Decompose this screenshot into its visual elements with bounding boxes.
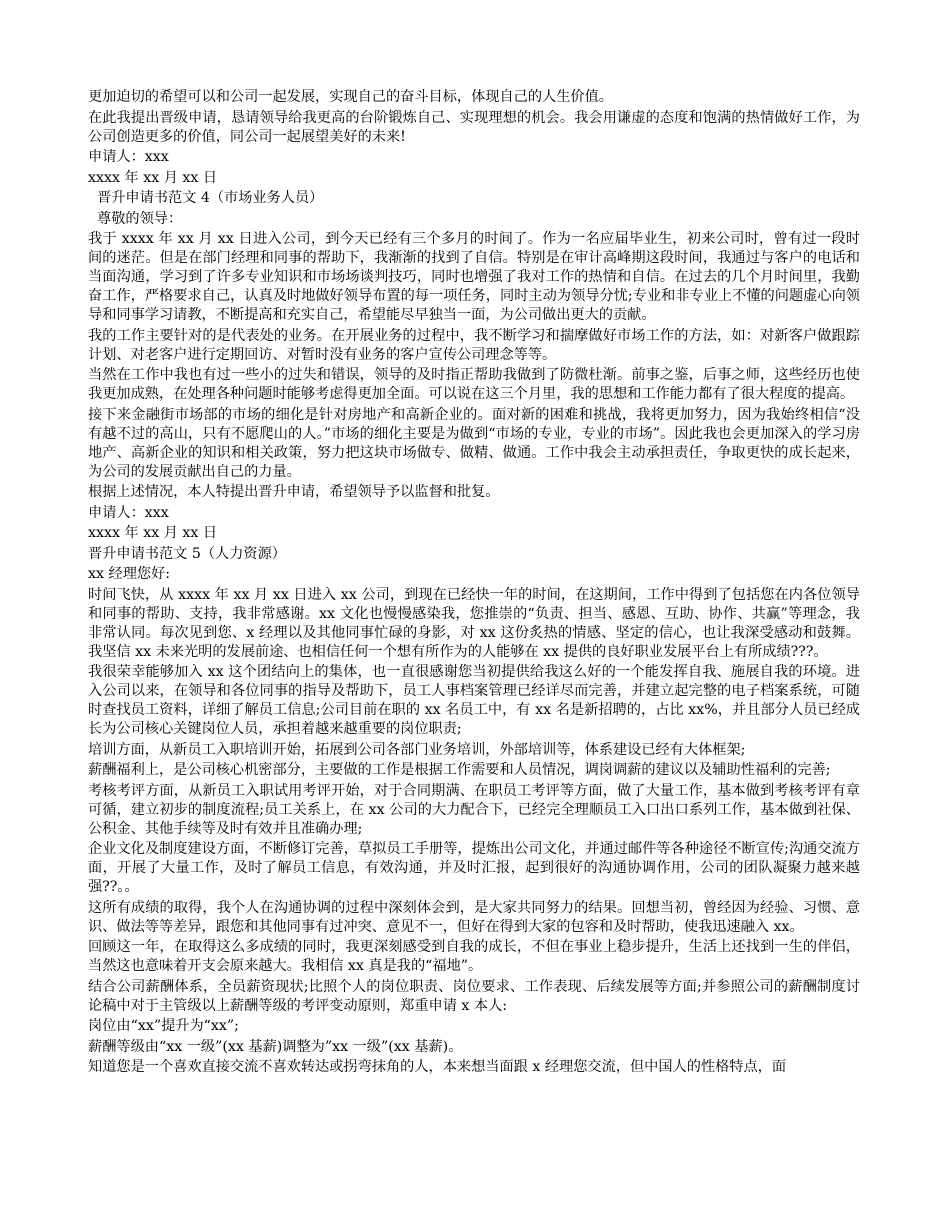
applicant-line: 申请人：xxx xyxy=(88,504,169,521)
paragraph-body: 回顾这一年，在取得这么多成绩的同时，我更深刻感受到自我的成长，不但在事业上稳步提升，生活上还找到一生的伴侣，当然这也意味着开支会原来越大。我相信 xx 真是我的“福地”。 xyxy=(88,939,860,974)
paragraph-body: 我很荣幸能够加入 xx 这个团结向上的集体，也一直很感谢您当初提供给我这么好的一个能发挥自我、施展自我的环境。进入公司以来，在领导和各位同事的指导及帮助下，员工人事档案管理已经详尽而完善，并建立起完整的电子档案系统，可随时查找员工资料，详细了解员工信息;公司目前在职的 xx 名员工中，有 xx 名是新招聘的，占比 xx%，并且部分人员已经成长为公司核心关键岗位人员，承担着越来越重要的岗位职责; xyxy=(88,664,860,737)
salutation: 尊敬的领导： xyxy=(97,210,183,227)
paragraph-body: 这所有成绩的取得，我个人在沟通协调的过程中深刻体会到，是大家共同努力的结果。回想当初，曾经因为经验、习惯、意识、做法等等差异，跟您和其他同事有过冲突、意见不一，但好在得到大家的包容和及时帮助，使我迅速融入 xx。 xyxy=(88,899,860,935)
salary-change-line: 薪酬等级由“xx 一级”(xx 基薪)调整为”xx 一级”(xx 基薪)。 xyxy=(88,1038,463,1055)
paragraph-body: 我的工作主要针对的是代表处的业务。在开展业务的过程中，我不断学习和揣摩做好市场工作的方法，如：对新客户做跟踪计划、对老客户进行定期回访、对暂时没有业务的客户宣传公司理念等等。 xyxy=(88,327,860,363)
paragraph-body: 考核考评方面，从新员工入职试用考评开始，对于合同期满、在职员工考评等方面，做了大量工作，基本做到考核考评有章可循，建立初步的制度流程;员工关系上，在 xx 公司的大力配合下，已经完全理顺员工入口出口系列工作，基本做到社保、公积金、其他手续等及时有效并且准确办理; xyxy=(88,782,860,837)
date-line: xxxx 年 xx 月 xx 日 xyxy=(88,169,218,186)
paragraph-body: 结合公司薪酬体系，全员薪资现状;比照个人的岗位职责、岗位要求、工作表现、后续发展等方面;并参照公司的薪酬制度讨论稿中对于主管级以上薪酬等级的考评变动原则，郑重申请 x 本人: xyxy=(88,978,860,1014)
section-heading-sample-5: 晋升申请书范文 5（人力资源） xyxy=(88,545,286,562)
paragraph-intro-hope: 更加迫切的希望可以和公司一起发展，实现自己的奋斗目标，体现自己的人生价值。 xyxy=(88,89,613,105)
paragraph-body: 知道您是一个喜欢直接交流不喜欢转达或拐弯抹角的人，本来想当面跟 x 经理您交流，但中国人的性格特点，面 xyxy=(88,1059,787,1075)
paragraph-body: 根据上述情况，本人特提出晋升申请，希望领导予以监督和批复。 xyxy=(88,484,500,500)
position-change-line: 岗位由“xx”提升为“xx”; xyxy=(88,1018,239,1034)
salutation: xx 经理您好: xyxy=(88,566,171,582)
paragraph-body: 我于 xxxx 年 xx 月 xx 日进入公司，到今天已经有三个多月的时间了。作为一名应届毕业生，初来公司时，曾有过一段时间的迷茫。但是在部门经理和同事的帮助下，我渐渐的找到了自信。特别是在审计高峰期这段时间，我通过与客户的电话和当面沟通，学习到了许多专业知识和市场场谈判技巧，同时也增强了我对工作的热情和自信。在过去的几个月时间里，我勤奋工作，严格要求自己，认真及时地做好领导布置的每一项任务，同时主动为领导分忧;专业和非专业上不懂的问题虚心向领导和同事学习请教，不断提高和充实自己，希望能尽早独当一面，为公司做出更大的贡献。 xyxy=(88,231,860,323)
section-heading-sample-4: 晋升申请书范文 4（市场业务人员） xyxy=(97,190,324,206)
paragraph-body: 薪酬福利上，是公司核心机密部分，主要做的工作是根据工作需要和人员情况，调岗调薪的建议以及辅助性福利的完善; xyxy=(88,762,831,778)
date-line: xxxx 年 xx 月 xx 日 xyxy=(88,525,218,541)
paragraph-promotion-request: 在此我提出晋级申请，恳请领导给我更高的台阶锻炼自己、实现理想的机会。我会用谦虚的态度和饱满的热情做好工作，为公司创造更多的价值，同公司一起展望美好的未来! xyxy=(88,109,860,145)
applicant-line: 申请人：xxx xyxy=(88,149,169,165)
paragraph-body: 培训方面，从新员工入职培训开始，拓展到公司各部门业务培训，外部培训等，体系建设已经有大体框架; xyxy=(88,741,746,758)
document-page xyxy=(88,88,860,1079)
paragraph-body: 时间飞快，从 xxxx 年 xx 月 xx 日进入 xx 公司，到现在已经快一年的时间，在这期间，工作中得到了包括您在内各位领导和同事的帮助、支持，我非常感谢。xx 文化也慢慢感染我，您推崇的“负责、担当、感恩、互助、协作、共赢”等理念，我非常认同。每次见到您、x 经理以及其他同事忙碌的身影，对 xx 这份炙热的情感、坚定的信心，也让我深受感动和鼓舞。我坚信 xx 未来光明的发展前途、也相信任何一个想有所作为的人能够在 xx 提供的良好职业发展平台上有所成绩???。 xyxy=(88,586,860,660)
paragraph-body: 接下来金融街市场部的市场的细化是针对房地产和高新企业的。面对新的困难和挑战，我将更加努力，因为我始终相信“没有越不过的高山，只有不愿爬山的人。”市场的细化主要是为做到“市场的专业，专业的市场”。因此我也会更加深入的学习房地产、高新企业的知识和相关政策，努力把这块市场做专、做精、做通。工作中我会主动承担责任，争取更快的成长起来，为公司的发展贡献出自己的力量。 xyxy=(88,406,860,480)
paragraph-body: 企业文化及制度建设方面，不断修订完善，草拟员工手册等，提炼出公司文化，并通过邮件等各种途径不断宣传;沟通交流方面，开展了大量工作，及时了解员工信息，有效沟通，并及时汇报，起到很好的沟通协调作用，公司的团队凝聚力越来越强??。。 xyxy=(88,841,860,895)
paragraph-body: 当然在工作中我也有过一些小的过失和错误，领导的及时指正帮助我做到了防微杜渐。前事之鉴，后事之师，这些经历也使我更加成熟，在处理各种问题时能够考虑得更加全面。可以说在这三个月里，我的思想和工作能力都有了很大程度的提高。 xyxy=(88,367,860,402)
